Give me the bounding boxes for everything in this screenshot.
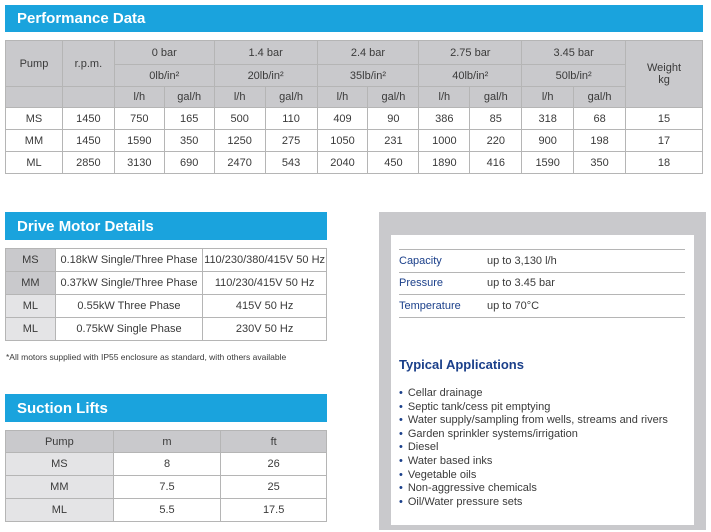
- pump-cell: MM: [6, 130, 63, 152]
- unit-lh: l/h: [214, 87, 265, 108]
- value-cell: 350: [574, 152, 626, 174]
- unit-galh: gal/h: [574, 87, 626, 108]
- spec-label: Temperature: [399, 300, 461, 312]
- pump-column-header: Pump: [6, 431, 114, 453]
- value-cell: 2470: [214, 152, 265, 174]
- pump-cell: MS: [6, 249, 56, 272]
- rpm-cell: 2850: [62, 152, 114, 174]
- pump-cell: ML: [6, 152, 63, 174]
- pressure-bar-row: [6, 41, 703, 65]
- unit-lh: l/h: [419, 87, 470, 108]
- ft-cell: 26: [221, 453, 327, 476]
- pump-cell: ML: [6, 499, 114, 522]
- pressure-header: 0 bar: [114, 41, 214, 65]
- weight-cell: 18: [626, 152, 703, 174]
- value-cell: 900: [522, 130, 574, 152]
- value-cell: 1590: [114, 130, 164, 152]
- value-cell: 1590: [522, 152, 574, 174]
- list-item: • Vegetable oils: [399, 469, 668, 483]
- unit-galh: gal/h: [470, 87, 522, 108]
- value-cell: 1250: [214, 130, 265, 152]
- table-row: [6, 499, 327, 522]
- table-row: [6, 108, 703, 130]
- value-cell: 318: [522, 108, 574, 130]
- value-cell: 68: [574, 108, 626, 130]
- suction-table: [5, 430, 327, 522]
- pressure-header: 2.4 bar: [317, 41, 419, 65]
- power-cell: 0.55kW Three Phase: [55, 295, 202, 318]
- list-item: • Water supply/sampling from wells, streams and rivers: [399, 414, 668, 428]
- value-cell: 386: [419, 108, 470, 130]
- applications-list: [399, 387, 668, 509]
- pressure-header: 3.45 bar: [522, 41, 626, 65]
- list-item: • Non-aggressive chemicals: [399, 482, 668, 496]
- motor-footnote: *All motors supplied with IP55 enclosure as standard, with others available: [6, 352, 287, 362]
- applications-title: Typical Applications: [399, 357, 524, 372]
- value-cell: 1000: [419, 130, 470, 152]
- voltage-cell: 110/230/415V 50 Hz: [203, 272, 327, 295]
- value-cell: 2040: [317, 152, 368, 174]
- power-cell: 0.75kW Single Phase: [55, 318, 202, 341]
- rpm-cell: 1450: [62, 130, 114, 152]
- m-cell: 5.5: [113, 499, 221, 522]
- unit-galh: gal/h: [368, 87, 419, 108]
- unit-galh: gal/h: [164, 87, 214, 108]
- value-cell: 350: [164, 130, 214, 152]
- spec-row-capacity: [399, 249, 685, 273]
- suction-header-row: [6, 431, 327, 453]
- pump-cell: MM: [6, 476, 114, 499]
- unit-lh: l/h: [317, 87, 368, 108]
- value-cell: 690: [164, 152, 214, 174]
- value-cell: 750: [114, 108, 164, 130]
- table-row: [6, 249, 327, 272]
- list-item: • Septic tank/cess pit emptying: [399, 401, 668, 415]
- value-cell: 231: [368, 130, 419, 152]
- unit-galh: gal/h: [265, 87, 317, 108]
- pump-cell: MS: [6, 108, 63, 130]
- value-cell: 198: [574, 130, 626, 152]
- pressure-psi-header: 40lb/in²: [419, 65, 522, 87]
- weight-column-header: [626, 41, 703, 108]
- pressure-header: 2.75 bar: [419, 41, 522, 65]
- unit-row: [6, 87, 703, 108]
- list-item: • Garden sprinkler systems/irrigation: [399, 428, 668, 442]
- weight-unit: kg: [658, 74, 670, 86]
- value-cell: 500: [214, 108, 265, 130]
- table-row: [6, 152, 703, 174]
- pump-cell: ML: [6, 318, 56, 341]
- table-row: [6, 295, 327, 318]
- value-cell: 409: [317, 108, 368, 130]
- value-cell: 85: [470, 108, 522, 130]
- pressure-psi-header: 0lb/in²: [114, 65, 214, 87]
- spec-row-pressure: [399, 272, 685, 295]
- voltage-cell: 230V 50 Hz: [203, 318, 327, 341]
- spec-label: Pressure: [399, 277, 444, 289]
- value-cell: 450: [368, 152, 419, 174]
- rpm-column-header: r.p.m.: [62, 41, 114, 87]
- rpm-cell: 1450: [62, 108, 114, 130]
- value-cell: 90: [368, 108, 419, 130]
- unit-lh: l/h: [522, 87, 574, 108]
- spec-value: up to 70°C: [487, 300, 540, 312]
- performance-data-heading: Performance Data: [5, 5, 703, 32]
- pump-cell: ML: [6, 295, 56, 318]
- ft-cell: 25: [221, 476, 327, 499]
- suction-lifts-heading: Suction Lifts: [5, 394, 327, 422]
- ft-cell: 17.5: [221, 499, 327, 522]
- spec-value: up to 3.45 bar: [487, 277, 555, 289]
- value-cell: 275: [265, 130, 317, 152]
- motor-table: [5, 248, 327, 341]
- pump-cell: MS: [6, 453, 114, 476]
- value-cell: 416: [470, 152, 522, 174]
- value-cell: 1050: [317, 130, 368, 152]
- pressure-psi-header: 20lb/in²: [214, 65, 317, 87]
- value-cell: 1890: [419, 152, 470, 174]
- table-row: [6, 476, 327, 499]
- blank-cell: [6, 87, 63, 108]
- m-column-header: m: [113, 431, 221, 453]
- list-item: • Water based inks: [399, 455, 668, 469]
- pressure-psi-header: 50lb/in²: [522, 65, 626, 87]
- list-item: • Oil/Water pressure sets: [399, 496, 668, 510]
- list-item: • Cellar drainage: [399, 387, 668, 401]
- ft-column-header: ft: [221, 431, 327, 453]
- table-row: [6, 272, 327, 295]
- power-cell: 0.18kW Single/Three Phase: [55, 249, 202, 272]
- drive-motor-heading: Drive Motor Details: [5, 212, 327, 240]
- voltage-cell: 415V 50 Hz: [203, 295, 327, 318]
- value-cell: 3130: [114, 152, 164, 174]
- voltage-cell: 110/230/380/415V 50 Hz: [203, 249, 327, 272]
- unit-lh: l/h: [114, 87, 164, 108]
- list-item: • Diesel: [399, 441, 668, 455]
- pump-column-header: Pump: [6, 41, 63, 87]
- value-cell: 110: [265, 108, 317, 130]
- weight-label: Weight: [647, 62, 682, 74]
- blank-cell: [62, 87, 114, 108]
- table-row: [6, 130, 703, 152]
- value-cell: 165: [164, 108, 214, 130]
- spec-value: up to 3,130 l/h: [487, 255, 557, 267]
- m-cell: 7.5: [113, 476, 221, 499]
- performance-table: [5, 40, 703, 174]
- m-cell: 8: [113, 453, 221, 476]
- table-row: [6, 453, 327, 476]
- weight-cell: 17: [626, 130, 703, 152]
- value-cell: 220: [470, 130, 522, 152]
- table-row: [6, 318, 327, 341]
- pump-cell: MM: [6, 272, 56, 295]
- spec-row-temperature: [399, 295, 685, 318]
- value-cell: 543: [265, 152, 317, 174]
- spec-label: Capacity: [399, 255, 442, 267]
- pressure-header: 1.4 bar: [214, 41, 317, 65]
- weight-cell: 15: [626, 108, 703, 130]
- power-cell: 0.37kW Single/Three Phase: [55, 272, 202, 295]
- pressure-psi-header: 35lb/in²: [317, 65, 419, 87]
